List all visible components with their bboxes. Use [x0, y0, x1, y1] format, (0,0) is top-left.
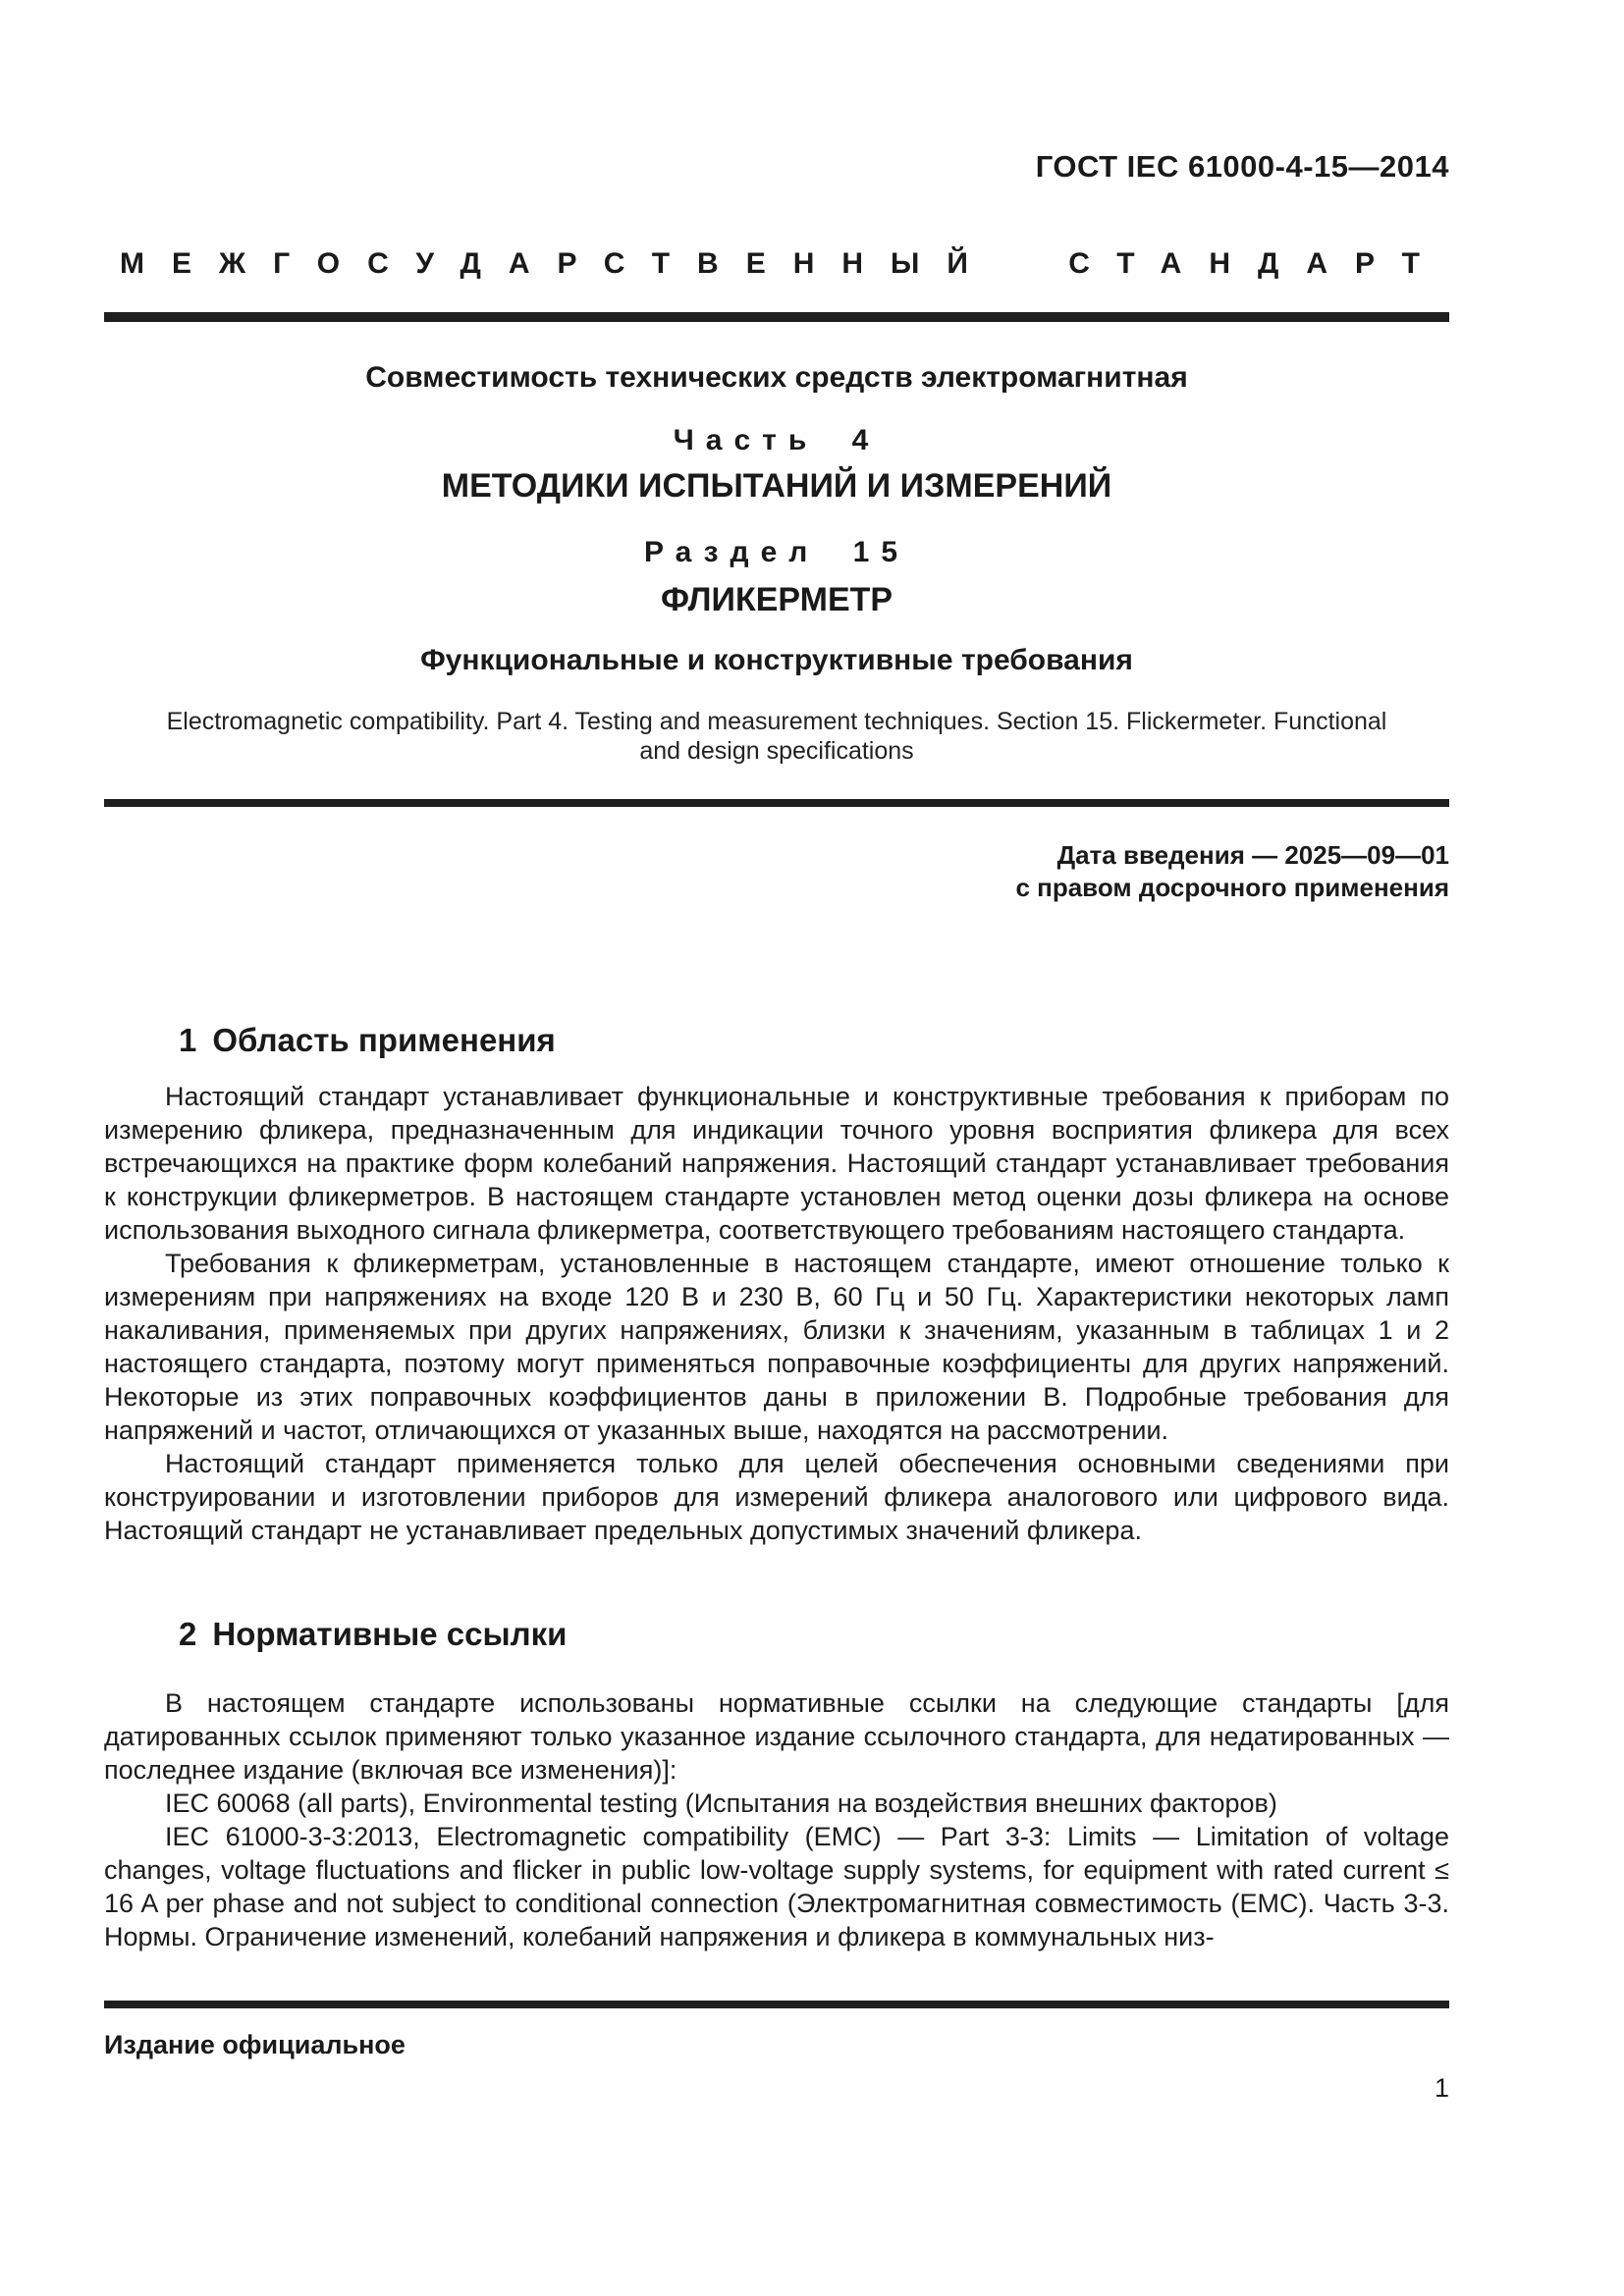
- section-1-heading: [104, 1022, 1449, 1059]
- section-1-body: [104, 1080, 1449, 1547]
- footer-rule: [104, 2001, 1449, 2008]
- title-english: [104, 707, 1449, 766]
- title-english-line2: and design specifications: [639, 737, 914, 765]
- section-label: Раздел 15: [643, 536, 910, 568]
- section-2-heading: [104, 1616, 1449, 1653]
- title-english-line1: Electromagnetic compatibility. Part 4. Testing and measurement techniques. Section 15. Flickermeter. Functional: [166, 708, 1387, 735]
- doc-code-header: ГОСТ IEC 61000-4-15—2014: [1035, 149, 1449, 184]
- title-divider-rule: [104, 799, 1449, 807]
- title-subject: Совместимость технических средств электромагнитная: [365, 361, 1188, 394]
- paragraph: Настоящий стандарт применяется только для целей обеспечения основными сведениями при конструировании и изготовлении приборов для измерений фликера аналогового или цифрового вида. Настоящий стандарт не устанавливает предельных допустимых значений фликера.: [104, 1449, 1449, 1545]
- section-title: ФЛИКЕРМЕТР: [660, 581, 893, 618]
- standard-type-banner: МЕЖГОСУДАРСТВЕННЫЙ СТАНДАРТ: [120, 247, 1447, 280]
- page-number: 1: [1434, 2073, 1449, 2103]
- section-number: 2: [179, 1616, 197, 1652]
- title-subtitle: Функциональные и конструктивные требования: [420, 644, 1133, 676]
- official-edition-note: Издание официальное: [104, 2030, 406, 2059]
- paragraph: Настоящий стандарт устанавливает функциональные и конструктивные требования к приборам по измерению фликера, предназначенным для индикации точного уровня восприятия фликера для всех встречающихся на практике форм колебаний напряжения. Настоящий стандарт устанавливает требования к конструкции фликерметров. В настоящем стандарте установлен метод оценки дозы фликера на основе использования выходного сигнала фликерметра, соответствующего требованиям настоящего стандарта.: [104, 1082, 1449, 1245]
- paragraph: IEC 60068 (all parts), Environmental testing (Испытания на воздействия внешних факторов): [165, 1789, 1277, 1818]
- part-label: Часть 4: [673, 424, 881, 456]
- section-title-text: Нормативные ссылки: [212, 1616, 568, 1652]
- introduction-date-block: [104, 839, 1449, 904]
- section-title-text: Область применения: [212, 1022, 556, 1058]
- part-title: МЕТОДИКИ ИСПЫТАНИЙ И ИЗМЕРЕНИЙ: [441, 467, 1112, 505]
- paragraph: В настоящем стандарте использованы нормативные ссылки на следующие стандарты [для датированных ссылок применяют только указанное издание ссылочного стандарта, для недатированных — последнее издание (включая все изменения)]:: [104, 1688, 1449, 1785]
- effective-date: Дата введения — 2025—09—01: [1056, 840, 1449, 870]
- banner-rule: [104, 312, 1449, 322]
- paragraph: IEC 61000-3-3:2013, Electromagnetic compatibility (EMC) — Part 3-3: Limits — Limitation of voltage changes, voltage fluctuations and flicker in public low-voltage supply systems, for equipment with rated current ≤ 16 A per phase and not subject to conditional connection (Электромагнитная совместимость (EMC). Часть 3-3. Нормы. Ограничение изменений, колебаний напряжения и фликера в коммунальных низ-: [104, 1822, 1449, 1951]
- early-application-note: с правом досрочного применения: [1015, 873, 1449, 902]
- paragraph: Требования к фликерметрам, установленные в настоящем стандарте, имеют отношение только к измерениям при напряжениях на входе 120 В и 230 В, 60 Гц и 50 Гц. Характеристики некоторых ламп накаливания, применяемых при других напряжениях, близки к значениям, указанным в таблицах 1 и 2 настоящего стандарта, поэтому могут применяться поправочные коэффициенты для других напряжений. Некоторые из этих поправочных коэффициентов даны в приложении В. Подробные требования для напряжений и частот, отличающихся от указанных выше, находятся на рассмотрении.: [104, 1249, 1449, 1445]
- section-number: 1: [179, 1022, 197, 1058]
- section-2-body: [104, 1686, 1449, 1953]
